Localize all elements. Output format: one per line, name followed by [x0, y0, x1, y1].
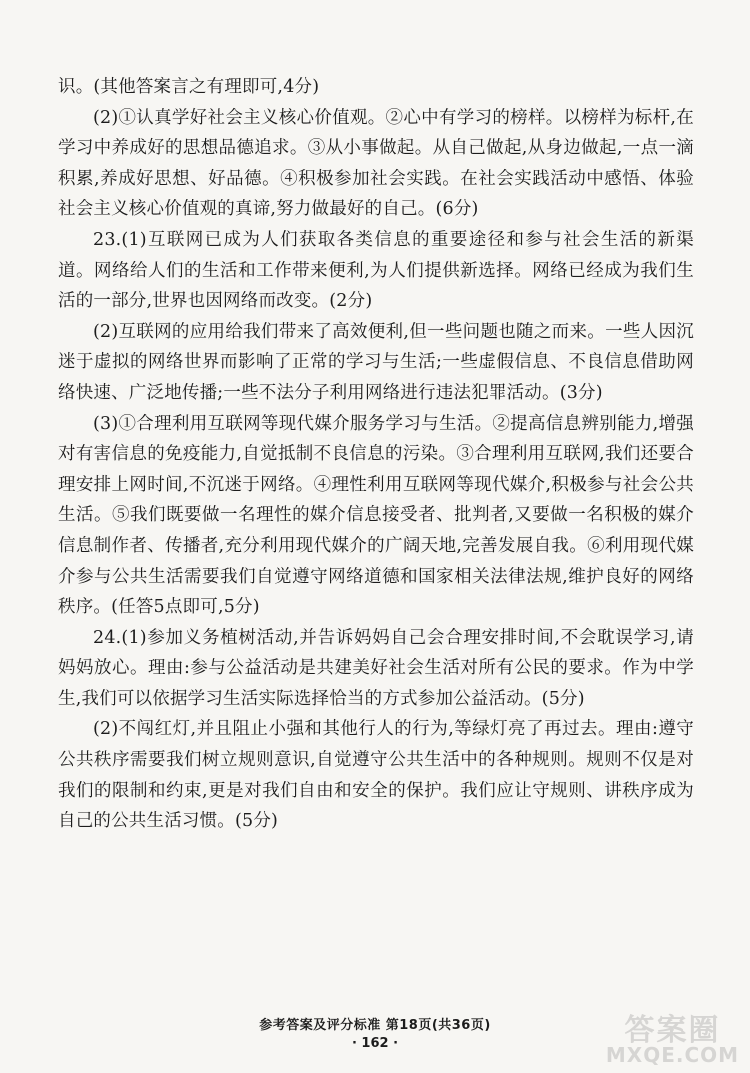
answer-text-body [58, 72, 694, 837]
footer-title: 参考答案及评分标准 第18页(共36页) [259, 1018, 491, 1033]
paragraph-q24-part1: 24.(1)参加义务植树活动,并告诉妈妈自己会合理安排时间,不会耽误学习,请妈妈放心。理由:参与公益活动是共建美好社会生活对所有公民的要求。作为中学生,我们可以依据学习生活实际选择恰当的方式参加公益活动。(5分) [58, 627, 694, 709]
page-number: · 162 · [351, 1036, 399, 1051]
paragraph-continuation: 识。(其他答案言之有理即可,4分) [58, 77, 320, 97]
paragraph-q23-part1: 23.(1)互联网已成为人们获取各类信息的重要途径和参与社会生活的新渠道。网络给人们的生活和工作带来便利,为人们提供新选择。网络已经成为我们生活的一部分,世界也因网络而改变。(2分) [58, 229, 694, 312]
paragraph-q22-part2: (2)①认真学好社会主义核心价值观。②心中有学习的榜样。以榜样为标杆,在学习中养成好的思想品德追求。③从小事做起。从自己做起,从身边做起,一点一滴积累,养成好思想、好品德。④积极参加社会实践。在社会实践活动中感悟、体验社会主义核心价值观的真谛,努力做最好的自己。(6分) [58, 107, 694, 220]
paragraph-q23-part3: (3)①合理利用互联网等现代媒介服务学习与生活。②提高信息辨别能力,增强对有害信息的免疫能力,自觉抵制不良信息的污染。③合理利用互联网,我们还要合理安排上网时间,不沉迷于网络。④理性利用互联网等现代媒介,积极参与社会公共生活。⑤我们既要做一名理性的媒介信息接受者、批判者,又要做一名积极的媒介信息制作者、传播者,充分利用现代媒介的广阔天地,完善发展自我。⑥利用现代媒介参与公共生活需要我们自觉遵守网络道德和国家相关法律法规,维护良好的网络秩序。(任答5点即可,5分) [58, 413, 694, 618]
watermark-logo [600, 1005, 745, 1067]
watermark-text-top: 答案圈 [624, 1013, 721, 1048]
paragraph-q23-part2: (2)互联网的应用给我们带来了高效便利,但一些问题也随之而来。一些人因沉迷于虚拟的网络世界而影响了正常的学习与生活;一些虚假信息、不良信息借助网络快速、广泛地传播;一些不法分子利用网络进行违法犯罪活动。(3分) [58, 321, 694, 403]
watermark-text-bottom: MXQE.COM [605, 1043, 740, 1067]
paragraph-q24-part2: (2)不闯红灯,并且阻止小强和其他行人的行为,等绿灯亮了再过去。理由:遵守公共秩序需要我们树立规则意识,自觉遵守公共生活中的各种规则。规则不仅是对我们的限制和约束,更是对我们自由和安全的保护。我们应让守规则、讲秩序成为自己的公共生活习惯。(5分) [58, 719, 694, 832]
